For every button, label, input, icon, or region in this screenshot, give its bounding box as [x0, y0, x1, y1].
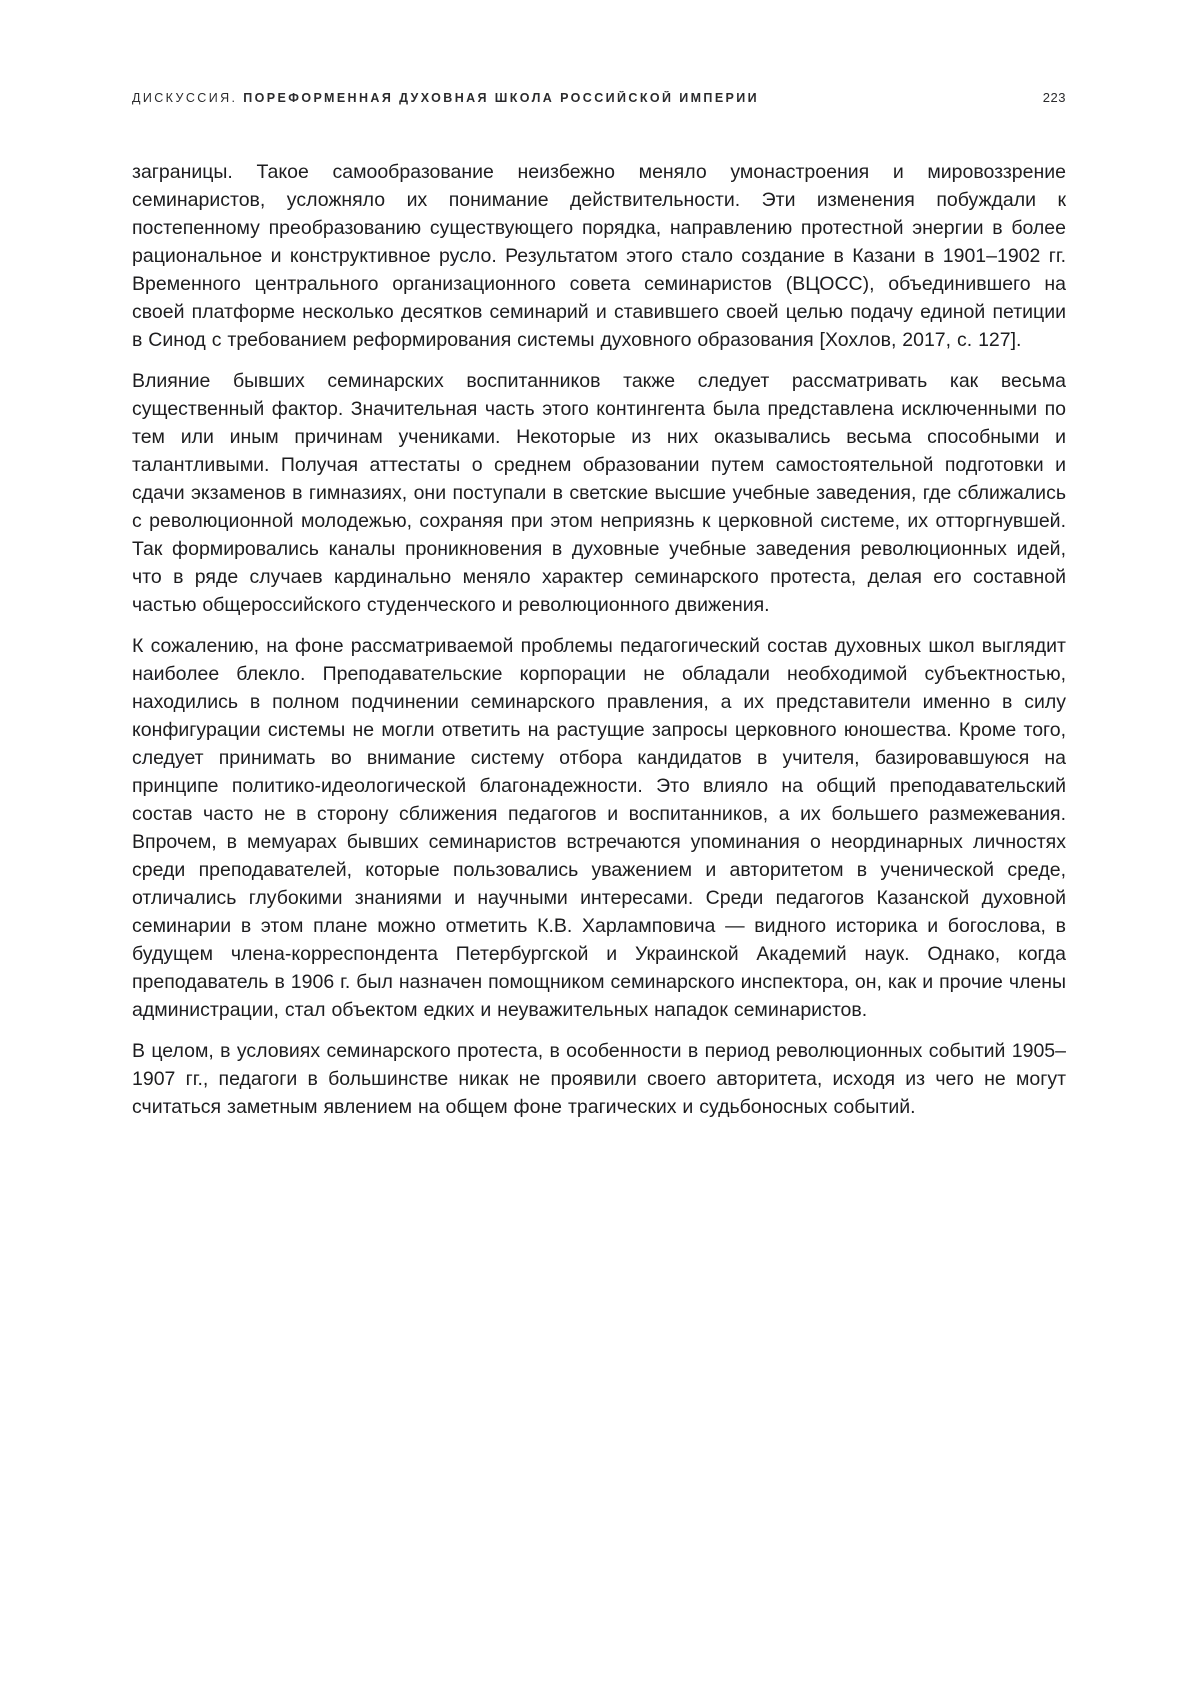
- article-title: ПОРЕФОРМЕННАЯ ДУХОВНАЯ ШКОЛА РОССИЙСКОЙ ИМПЕРИИ: [243, 91, 760, 105]
- page-content: [132, 90, 1066, 1121]
- section-label: ДИСКУССИЯ.: [132, 91, 238, 105]
- body-paragraph-2: Влияние бывших семинарских воспитанников также следует рассматривать как весьма существенный фактор. Значительная часть этого контингента была представлена исключенными по тем или иным причинам учениками. Некоторые из них оказывались весьма способными и талантливыми. Получая аттестаты о среднем образовании путем самостоятельной подготовки и сдачи экзаменов в гимназиях, они поступали в светские высшие учебные заведения, где сближались с революционной молодежью, сохраняя при этом неприязнь к церковной системе, их отторгнувшей. Так формировались каналы проникновения в духовные учебные заведения революционных идей, что в ряде случаев кардинально меняло характер семинарского протеста, делая его составной частью общероссийского студенческого и революционного движения.: [132, 370, 1066, 616]
- page-number: 223: [1042, 90, 1066, 105]
- body-paragraph-3: К сожалению, на фоне рассматриваемой проблемы педагогический состав духовных школ выглядит наиболее блекло. Преподавательские корпорации не обладали необходимой субъектностью, находились в полном подчинении семинарского правления, а их представители именно в силу конфигурации системы не могли ответить на растущие запросы церковного юношества. Кроме того, следует принимать во внимание систему отбора кандидатов в учителя, базировавшуюся на принципе политико-идеологической благонадежности. Это влияло на общий преподавательский состав часто не в сторону сближения педагогов и воспитанников, а их большего размежевания. Впрочем, в мемуарах бывших семинаристов встречаются упоминания о неординарных личностях среди преподавателей, которые пользовались уважением и авторитетом в ученической среде, отличались глубокими знаниями и научными интересами. Среди педагогов Казанской духовной семинарии в этом плане можно отметить К.В. Харламповича — видного историка и богослова, в будущем члена-корреспондента Петербургской и Украинской Академий наук. Однако, когда преподаватель в 1906 г. был назначен помощником семинарского инспектора, он, как и прочие члены администрации, стал объектом едких и неуважительных нападок семинаристов.: [132, 635, 1066, 1021]
- body-paragraph-4: В целом, в условиях семинарского протеста, в особенности в период революционных событий 1905–1907 гг., педагоги в большинстве никак не проявили своего авторитета, исходя из чего не могут считаться заметным явлением на общем фоне трагических и судьбоносных событий.: [132, 1040, 1066, 1118]
- running-header: [132, 90, 1066, 106]
- body-paragraph-1: заграницы. Такое самообразование неизбежно меняло умонастроения и мировоззрение семинаристов, усложняло их понимание действительности. Эти изменения побуждали к постепенному преобразованию существующего порядка, направлению протестной энергии в более рациональное и конструктивное русло. Результатом этого стало создание в Казани в 1901–1902 гг. Временного центрального организационного совета семинаристов (ВЦОСС), объединившего на своей платформе несколько десятков семинарий и ставившего своей целью подачу единой петиции в Синод с требованием реформирования системы духовного образования [Хохлов, 2017, с. 127].: [132, 161, 1066, 351]
- running-title: [132, 91, 759, 106]
- article-body: [132, 158, 1066, 1121]
